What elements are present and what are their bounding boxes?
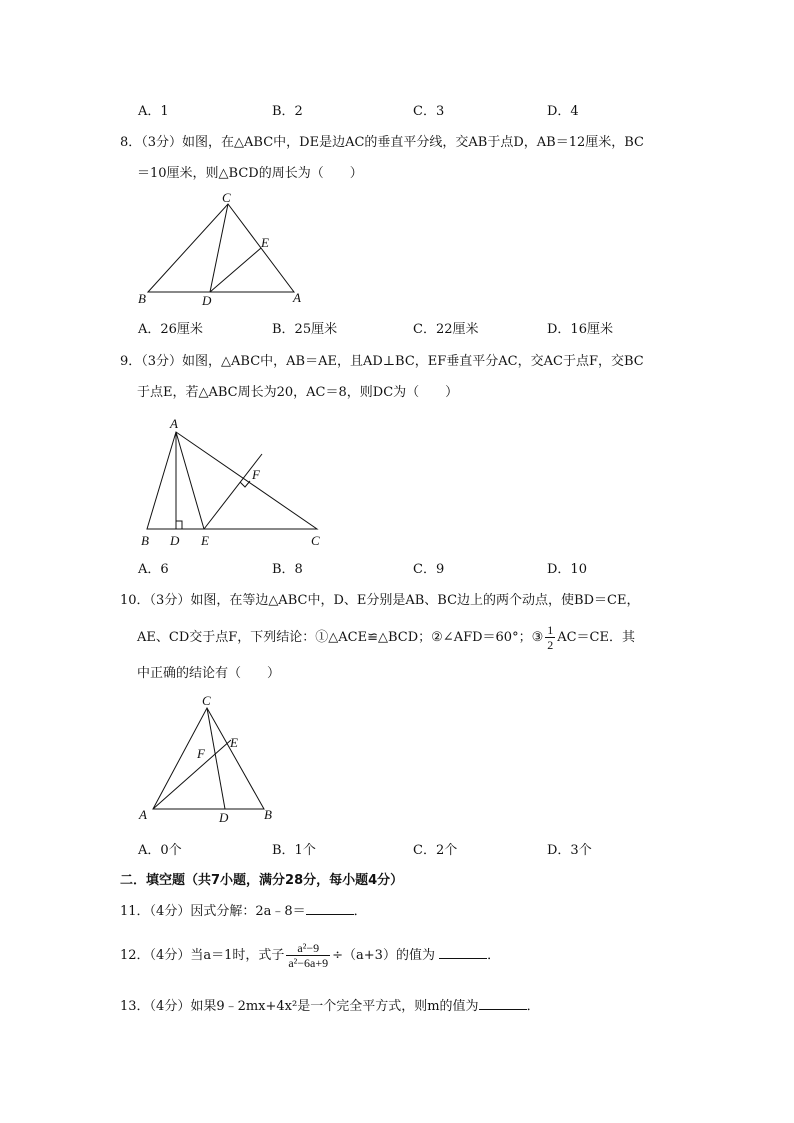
q10-option-b: B．1个 bbox=[272, 843, 316, 858]
q13-stem: 13．（4分）如果9﹣2mx+4x²是一个完全平方式，则m的值为 ． bbox=[120, 999, 540, 1014]
q12-stem: 12．（4分）当a＝1时，式子 $\frac{\text{a²−9}}{\text{a²−6a+9}}$ ÷（a+3）的值为 ． bbox=[120, 941, 501, 970]
q10-option-c: C．2个 bbox=[413, 843, 458, 858]
q9-label-d: D bbox=[170, 533, 180, 548]
q7-option-a: A．1 bbox=[138, 104, 169, 119]
q9-option-d: D．10 bbox=[547, 562, 587, 577]
q10-label-e: E bbox=[230, 735, 238, 750]
q8-stem-line1: 8．（3分）如图，在△ABC中，DE是边AC的垂直平分线，交AB于点D，AB＝12厘米，BC bbox=[120, 135, 645, 150]
q8-triangle-abc bbox=[148, 204, 294, 292]
section-2-heading: 二．填空题（共7小题，满分28分，每小题4分） bbox=[120, 873, 404, 888]
q8-label-b: B bbox=[138, 291, 146, 306]
q9-label-b: B bbox=[141, 533, 149, 548]
q7-option-b: B．2 bbox=[272, 104, 303, 119]
q7-option-c: C．3 bbox=[413, 104, 445, 119]
q8-option-d: D．16厘米 bbox=[547, 322, 613, 337]
q10-stem-line2 bbox=[137, 622, 635, 654]
q8-label-d: D bbox=[202, 293, 212, 308]
q10-figure bbox=[130, 692, 290, 832]
q7-option-d: D．4 bbox=[547, 104, 579, 119]
q12-fraction: $\frac{\text{a²−9}}{\text{a²−6a+9}}$ bbox=[288, 941, 329, 970]
q10-option-a: A．0个 bbox=[138, 843, 182, 858]
q10-stem-line2-a: AE、CD交于点F，下列结论：①△ACE≌△BCD；②∠AFD＝60°；③ bbox=[137, 630, 544, 645]
q9-stem-line1: 9．（3分）如图，△ABC中，AB＝AE，且AD⊥BC，EF垂直平分AC，交AC于点F，交BC bbox=[120, 354, 644, 369]
q9-label-e: E bbox=[201, 533, 209, 548]
q8-option-a: A．26厘米 bbox=[138, 322, 203, 337]
q11-stem: 11．（4分）因式分解：2a﹣8＝ ． bbox=[120, 904, 367, 919]
q11-answer-blank bbox=[306, 902, 354, 915]
q9-option-b: B．8 bbox=[272, 562, 303, 577]
q13-answer-blank bbox=[479, 997, 527, 1010]
q10-stem-line2-b: AC＝CE．其 bbox=[557, 630, 635, 645]
q9-stem-line2: 于点E，若△ABC周长为20，AC＝8，则DC为（ ） bbox=[137, 385, 459, 400]
q10-label-b: B bbox=[264, 807, 272, 822]
q9-figure bbox=[130, 410, 340, 550]
q8-label-c: C bbox=[222, 190, 231, 205]
q9-label-c: C bbox=[311, 533, 320, 548]
q10-stem-line3: 中正确的结论有（ ） bbox=[137, 666, 281, 681]
q10-fraction-half: $\frac{1}{2}$ bbox=[547, 623, 554, 652]
q10-label-c: C bbox=[202, 693, 211, 708]
q9-segment-ae bbox=[176, 432, 204, 529]
q9-option-a: A．6 bbox=[138, 562, 169, 577]
q8-label-a: A bbox=[293, 290, 301, 305]
q8-option-b: B．25厘米 bbox=[272, 322, 338, 337]
q9-right-angle-d bbox=[176, 521, 182, 529]
q10-stem-line1: 10．（3分）如图，在等边△ABC中，D、E分别是AB、BC边上的两个动点，使BD＝CE， bbox=[120, 593, 640, 608]
q8-label-e: E bbox=[261, 235, 269, 250]
q9-label-a: A bbox=[170, 416, 178, 431]
q10-label-d: D bbox=[219, 810, 229, 825]
q8-figure bbox=[130, 190, 330, 310]
q10-option-d: D．3个 bbox=[547, 843, 592, 858]
q12-answer-blank bbox=[439, 946, 487, 959]
q9-triangle-abc bbox=[147, 432, 317, 529]
q10-label-f: F bbox=[197, 746, 205, 761]
q8-option-c: C．22厘米 bbox=[413, 322, 479, 337]
q8-stem-line2: ＝10厘米，则△BCD的周长为（ ） bbox=[137, 166, 363, 181]
q10-label-a: A bbox=[139, 807, 147, 822]
q9-label-f: F bbox=[252, 467, 260, 482]
q9-bisector-ef bbox=[204, 454, 262, 529]
q9-option-c: C．9 bbox=[413, 562, 445, 577]
